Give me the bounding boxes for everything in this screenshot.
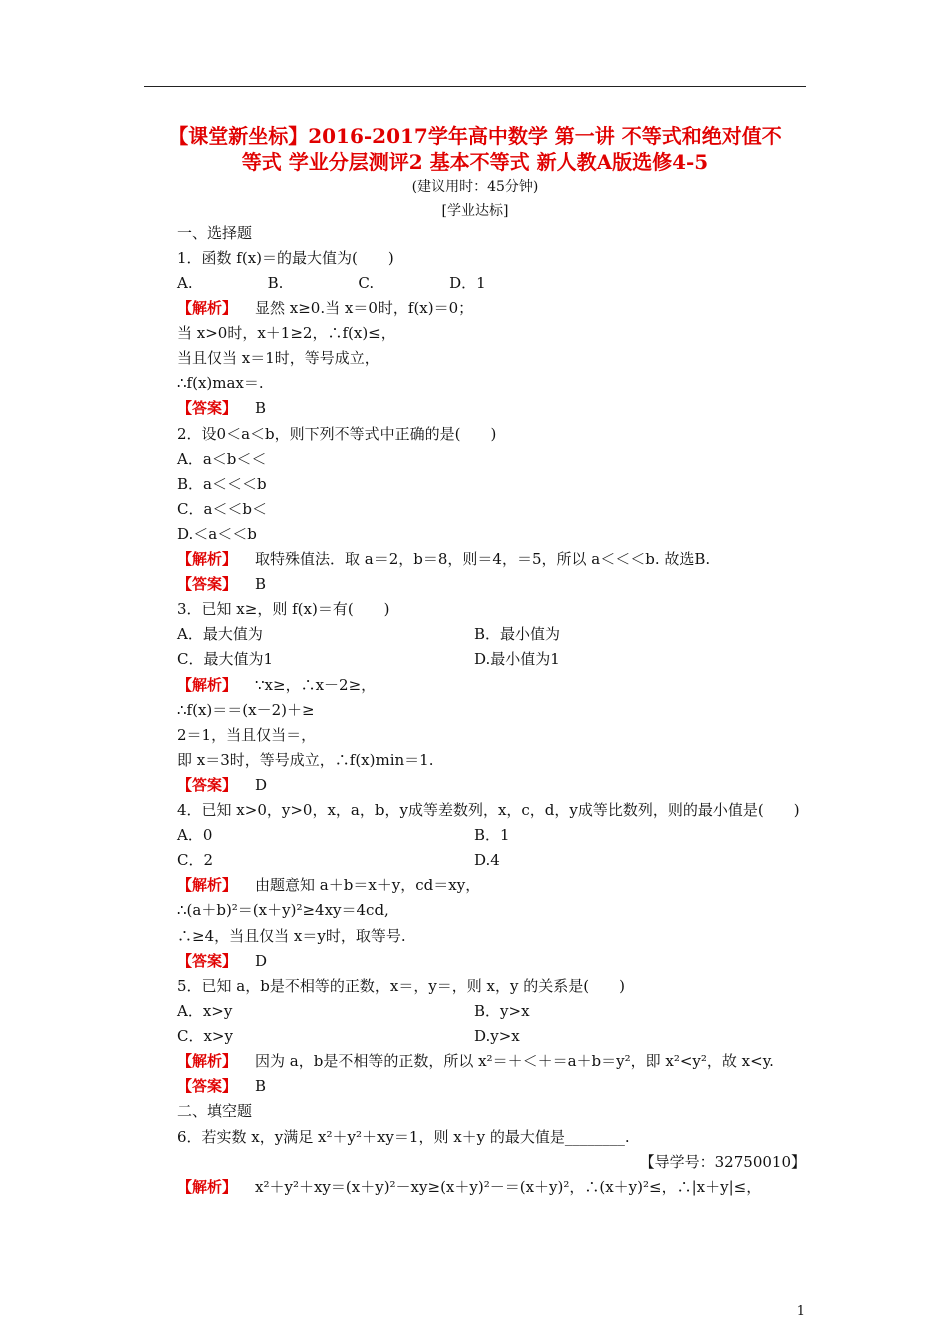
q3-answer-value: D xyxy=(255,776,268,794)
analysis-tag: 【解析】 xyxy=(177,550,238,568)
q2-analysis-1: 取特殊值法．取 a＝2，b＝8，则＝4，＝5，所以 a＜＜＜b. 故选B. xyxy=(255,550,711,568)
q1-analysis xyxy=(177,298,473,318)
q5-answer-value: B xyxy=(255,1077,267,1095)
q4-analysis-2: ∴(a＋b)²＝(x＋y)²≥4xy＝4cd, xyxy=(177,901,389,919)
q6-reference-number: 【导学号：32750010】 xyxy=(639,1153,806,1171)
header-rule xyxy=(144,86,806,87)
q5-analysis-1: 因为 a，b是不相等的正数，所以 x²＝＋＜＋＝a＋b＝y²，即 x²<y²，故 x<y. xyxy=(255,1052,774,1070)
page-number: 1 xyxy=(796,1304,805,1319)
time-note: (建议用时：45分钟) xyxy=(411,179,539,195)
q3-analysis-4: 即 x＝3时，等号成立，∴f(x)min＝1. xyxy=(177,751,434,769)
part-heading-choice: 一、选择题 xyxy=(177,224,253,242)
q3-option-b: B．最小值为 xyxy=(474,625,561,643)
q3-analysis xyxy=(177,675,376,695)
q3-analysis-3: 2＝1，当且仅当＝， xyxy=(177,726,317,744)
analysis-tag: 【解析】 xyxy=(177,1052,238,1070)
title-line-2: 等式 学业分层测评2 基本不等式 新人教A版选修4-5 xyxy=(241,150,709,174)
q3-answer xyxy=(177,775,267,795)
q5-option-c: C．x>y xyxy=(177,1027,233,1045)
q2-answer-value: B xyxy=(255,575,267,593)
q6-stem: 6．若实数 x，y满足 x²＋y²＋xy＝1，则 x＋y 的最大值是________. xyxy=(177,1128,630,1146)
q4-option-b: B．1 xyxy=(474,826,510,844)
analysis-tag: 【解析】 xyxy=(177,1178,238,1196)
q2-option-a: A．a＜b＜＜ xyxy=(177,450,267,468)
q1-analysis-3: 当且仅当 x＝1时，等号成立， xyxy=(177,349,380,367)
q1-answer xyxy=(177,398,266,418)
q1-options: A. B. C. D．1 xyxy=(177,274,486,292)
q1-analysis-2: 当 x>0时，x＋1≥2，∴f(x)≤， xyxy=(177,324,396,342)
answer-tag: 【答案】 xyxy=(177,575,238,593)
q2-stem: 2．设0＜a＜b，则下列不等式中正确的是( ) xyxy=(177,425,497,443)
q1-analysis-1: 显然 x≥0.当 x＝0时，f(x)＝0； xyxy=(255,299,474,317)
q5-analysis xyxy=(177,1051,774,1071)
q3-option-c: C．最大值为1 xyxy=(177,650,274,668)
document-title xyxy=(120,123,830,175)
q1-answer-value: B xyxy=(255,399,267,417)
q5-option-a: A．x>y xyxy=(177,1002,233,1020)
analysis-tag: 【解析】 xyxy=(177,876,238,894)
q2-option-c: C．a＜＜b＜ xyxy=(177,500,268,518)
q4-answer-value: D xyxy=(255,952,268,970)
q4-answer xyxy=(177,951,267,971)
q4-analysis xyxy=(177,875,480,895)
answer-tag: 【答案】 xyxy=(177,1077,238,1095)
q4-analysis-3: ∴≥4，当且仅当 x＝y时，取等号. xyxy=(177,927,406,945)
q3-option-a: A．最大值为 xyxy=(177,625,263,643)
q4-option-c: C．2 xyxy=(177,851,214,869)
q4-stem: 4．已知 x>0，y>0，x，a，b，y成等差数列，x，c，d，y成等比数列，则的最小值是( ) xyxy=(177,801,800,819)
q6-analysis xyxy=(177,1177,761,1197)
q3-stem: 3．已知 x≥，则 f(x)＝有( ) xyxy=(177,600,390,618)
q4-option-d: D.4 xyxy=(474,851,500,869)
answer-tag: 【答案】 xyxy=(177,952,238,970)
q2-option-d: D.＜a＜＜b xyxy=(177,525,257,543)
q4-analysis-1: 由题意知 a＋b＝x＋y，cd＝xy， xyxy=(255,876,481,894)
answer-tag: 【答案】 xyxy=(177,776,238,794)
analysis-tag: 【解析】 xyxy=(177,299,238,317)
part-heading-fill: 二、填空题 xyxy=(177,1102,253,1120)
q5-answer xyxy=(177,1076,266,1096)
q1-stem: 1．函数 f(x)＝的最大值为( ) xyxy=(177,249,394,267)
q5-stem: 5．已知 a，b是不相等的正数，x＝，y＝，则 x，y 的关系是( ) xyxy=(177,977,625,995)
q5-option-d: D.y>x xyxy=(474,1027,520,1045)
q6-analysis-1: x²＋y²＋xy＝(x＋y)²－xy≥(x＋y)²－＝(x＋y)²，∴(x＋y)²≤，∴|x＋y|≤， xyxy=(255,1178,762,1196)
q3-analysis-2: ∴f(x)＝＝(x－2)＋≥ xyxy=(177,701,315,719)
answer-tag: 【答案】 xyxy=(177,399,238,417)
q4-option-a: A．0 xyxy=(177,826,213,844)
analysis-tag: 【解析】 xyxy=(177,676,238,694)
q2-option-b: B．a＜＜＜b xyxy=(177,475,267,493)
title-line-1: 【课堂新坐标】2016-2017学年高中数学 第一讲 不等式和绝对值不 xyxy=(168,124,782,148)
q2-analysis xyxy=(177,549,710,569)
q3-option-d: D.最小值为1 xyxy=(474,650,560,668)
q2-answer xyxy=(177,574,266,594)
q3-analysis-1: ∵x≥，∴x－2≥， xyxy=(255,676,377,694)
q5-option-b: B．y>x xyxy=(474,1002,530,1020)
section-label: [学业达标] xyxy=(441,203,509,219)
q1-analysis-4: ∴f(x)max＝. xyxy=(177,374,264,392)
